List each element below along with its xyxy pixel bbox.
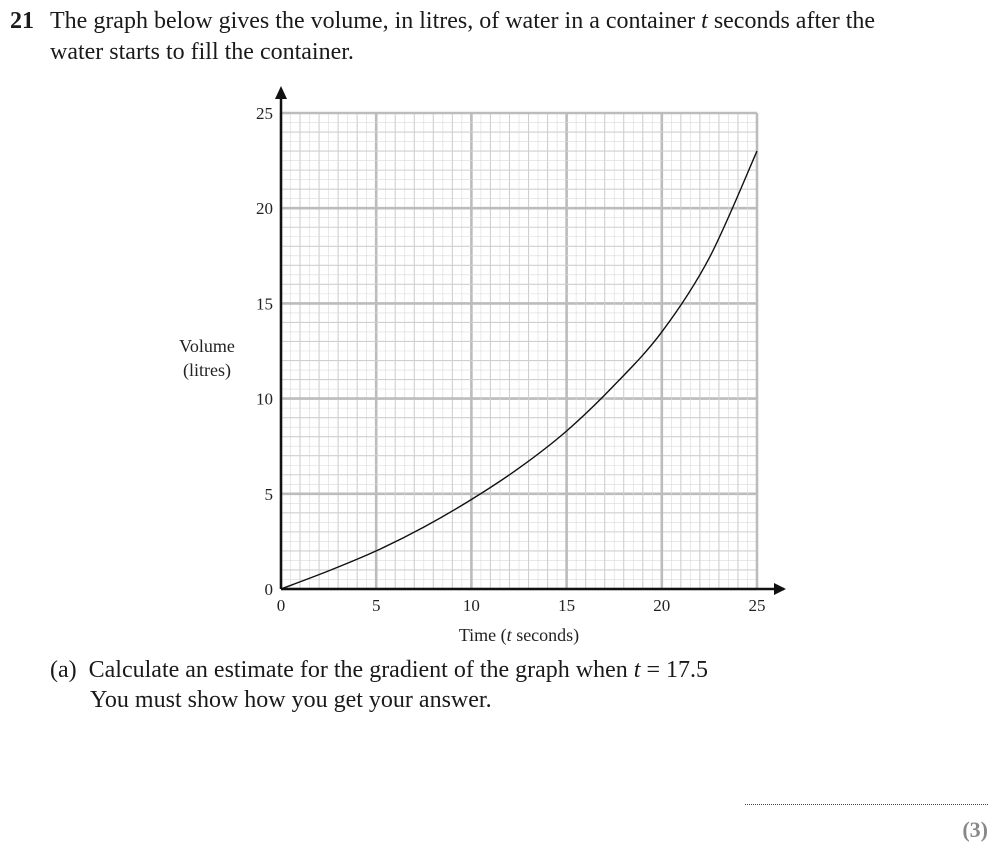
y-axis-label-line2: (litres) xyxy=(183,360,231,380)
y-axis-label-line1: Volume xyxy=(179,336,235,356)
marks-label: (3) xyxy=(962,817,988,842)
x-tick-label: 20 xyxy=(653,596,671,615)
y-tick-label: 20 xyxy=(256,199,273,219)
question-line-2: water starts to fill the container. xyxy=(50,39,354,65)
question-var-t: t xyxy=(701,8,708,34)
question-text-1b: seconds after the xyxy=(707,8,876,34)
part-a-var-t: t xyxy=(633,657,641,683)
y-tick-label: 0 xyxy=(264,580,273,599)
question-number: 21 xyxy=(10,8,34,34)
part-a-line-2: You must show how you get your answer. xyxy=(90,687,492,713)
x-tick-label: 5 xyxy=(371,596,381,615)
x-axis-label-b: seconds) xyxy=(511,625,580,645)
x-tick-label: 25 xyxy=(748,596,766,615)
x-axis-arrow-icon xyxy=(774,583,786,595)
x-tick-label: 15 xyxy=(558,596,576,615)
part-a-text-1b: = 17.5 xyxy=(640,657,708,683)
grid xyxy=(281,113,757,589)
x-axis-label-var: t xyxy=(506,625,512,645)
y-tick-label: 5 xyxy=(264,484,273,504)
part-a-label: (a) xyxy=(50,657,77,683)
part-a-text-1a: Calculate an estimate for the gradient of the graph when xyxy=(88,657,634,683)
y-tick-label: 10 xyxy=(256,389,273,409)
question-text-1a: The graph below gives the volume, in litres, of water in a container xyxy=(50,8,702,34)
x-tick-label: 10 xyxy=(462,596,480,615)
x-axis-label-a: Time ( xyxy=(458,625,507,645)
x-axis-label xyxy=(459,625,579,646)
answer-line[interactable] xyxy=(745,804,988,805)
y-axis-arrow-icon xyxy=(275,86,287,99)
y-tick-label: 25 xyxy=(256,104,273,123)
y-tick-label: 15 xyxy=(256,294,273,314)
x-tick-labels xyxy=(277,596,766,615)
part-a-line-1 xyxy=(50,655,708,685)
x-tick-label: 0 xyxy=(276,596,286,615)
y-tick-labels xyxy=(256,104,273,599)
